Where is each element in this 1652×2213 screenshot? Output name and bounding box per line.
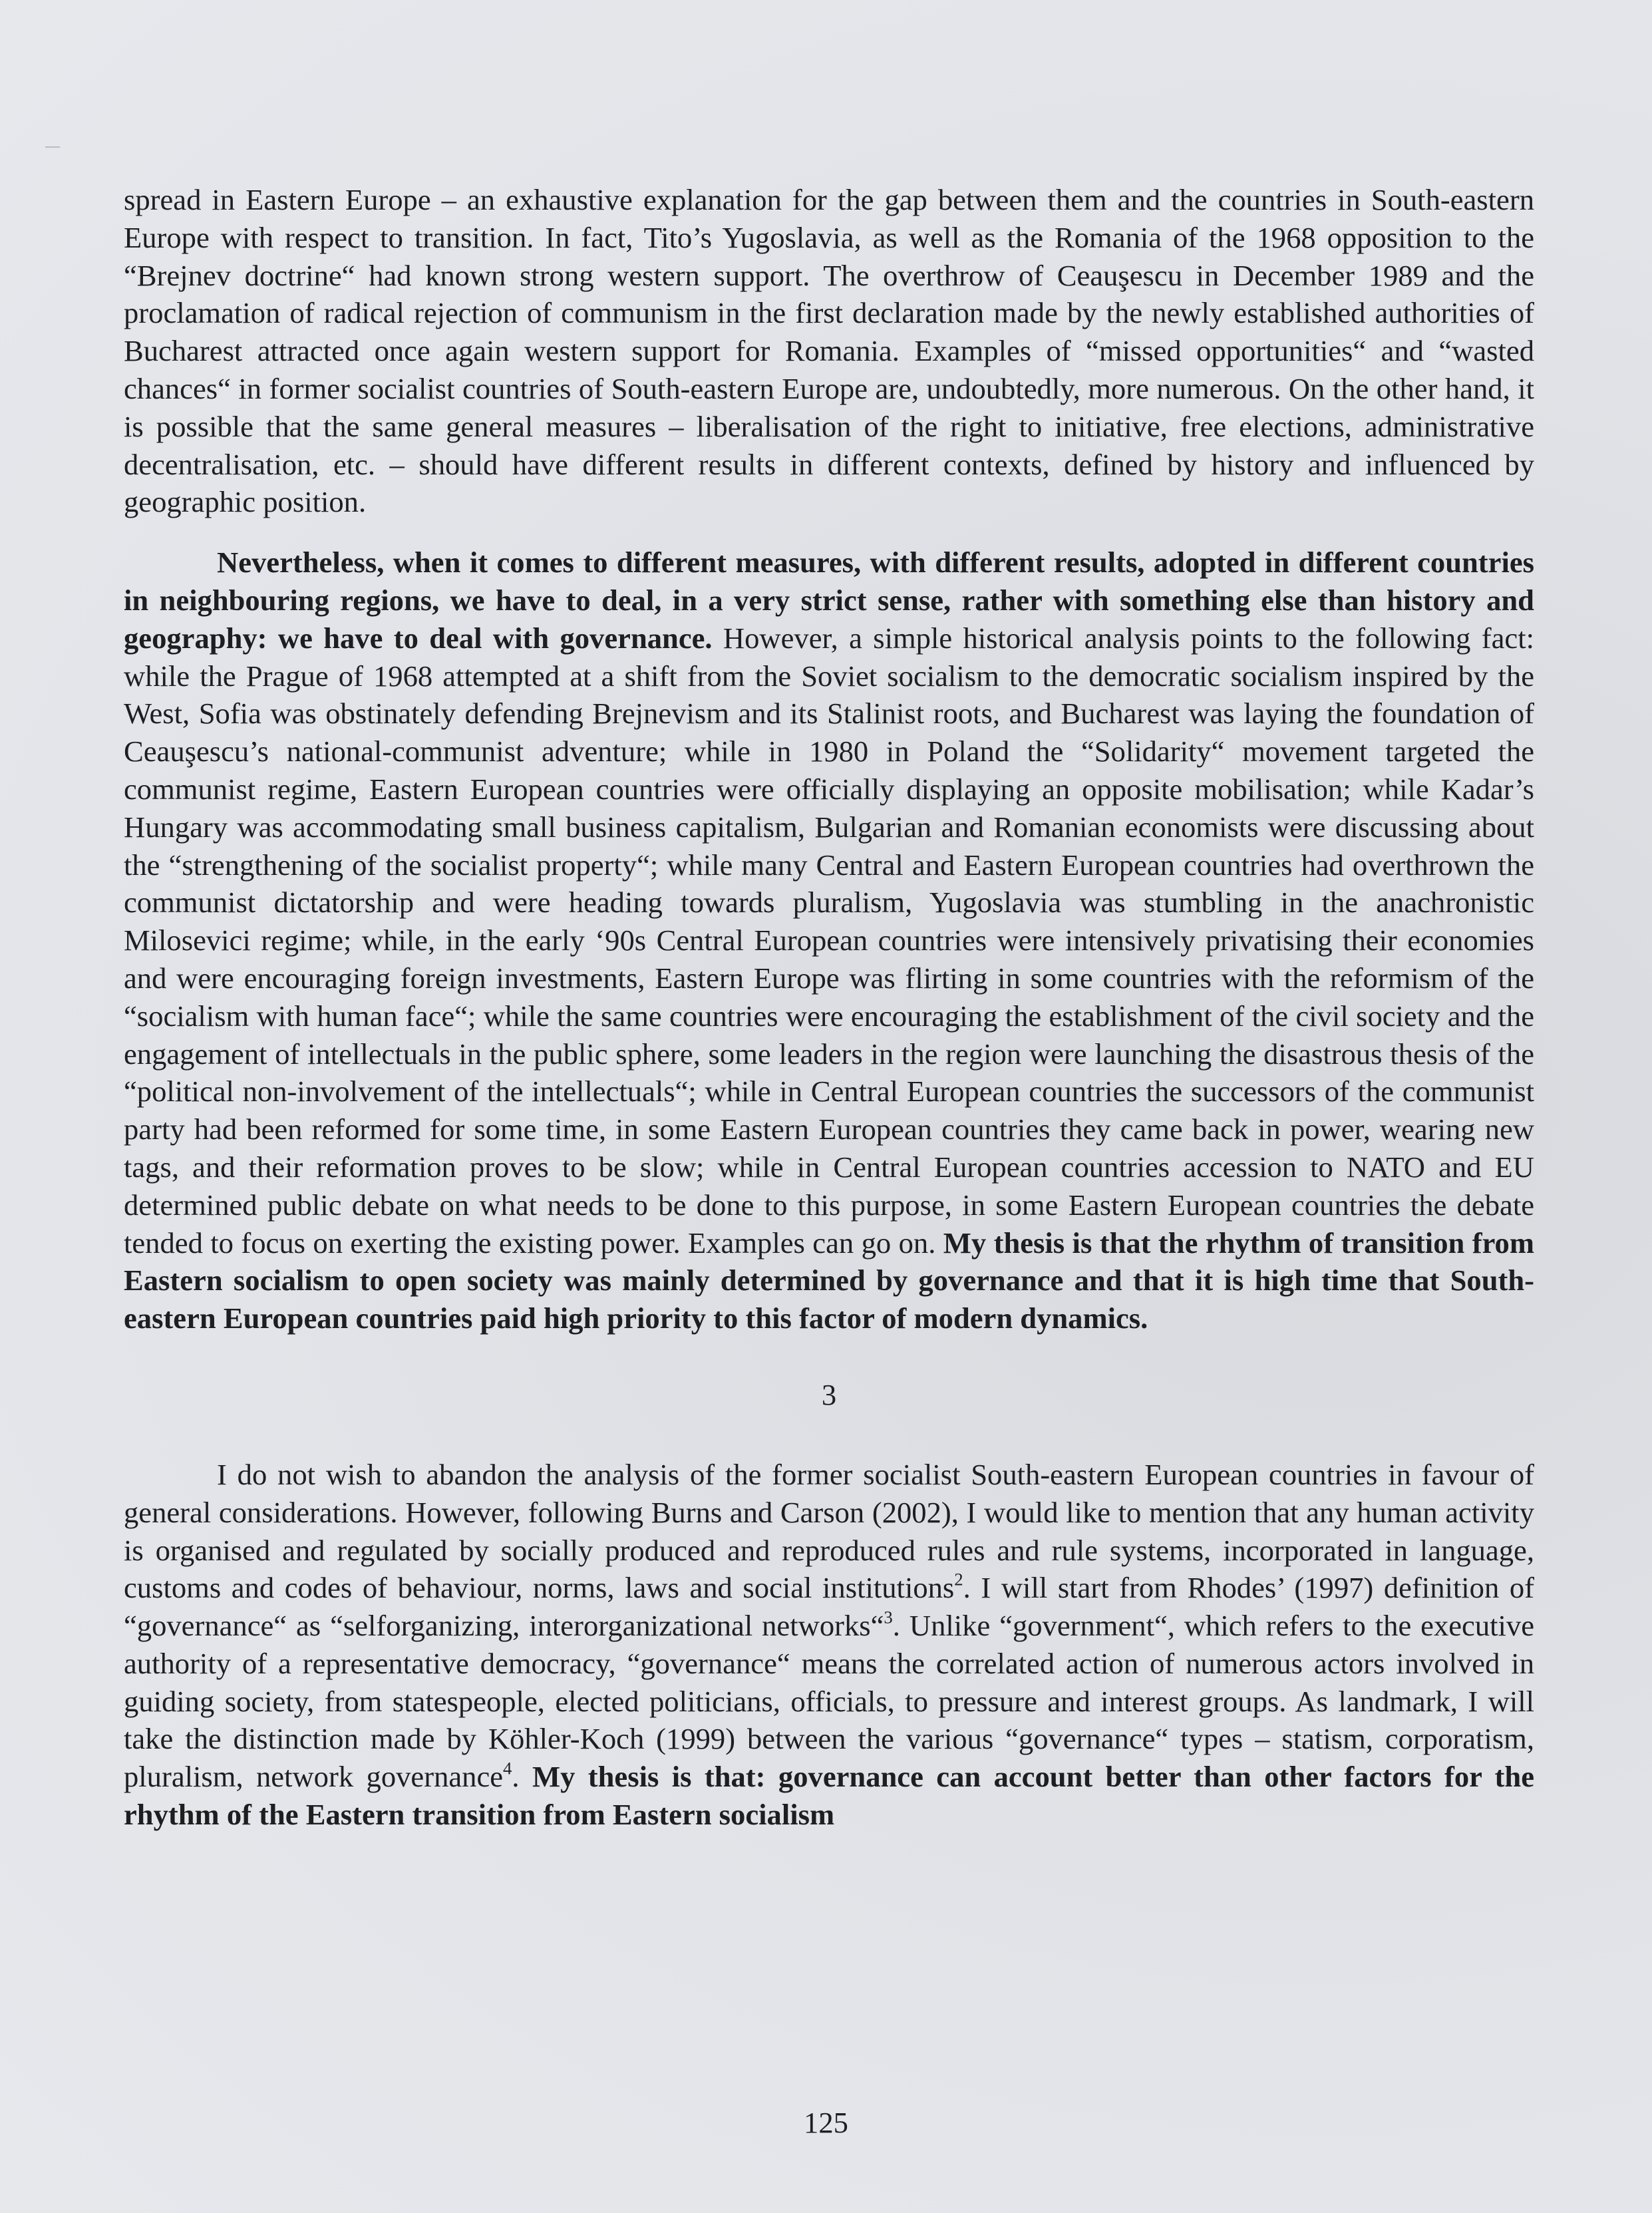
document-body — [124, 181, 1534, 1834]
paragraph-3 — [124, 1456, 1534, 1834]
paragraph-3-text-b: . I will start from Rhodes’ (1997) definition of “governance“ as “selforganizing, interorganizational networks“ — [124, 1571, 1534, 1643]
paragraph-3-text-a: I do not wish to abandon the analysis of the former socialist South-eastern European countries in favour of general considerations. However, following Burns and Carson (2002), I would like to mention that any human activity is organised and regulated by socially produced and reproduced rules and rule systems, incorporated in language, customs and codes of behaviour, norms, laws and social institutions — [124, 1457, 1534, 1605]
scan-artifact — [45, 146, 60, 148]
paragraph-1: spread in Eastern Europe – an exhaustive explanation for the gap between them and the countries in South-eastern Europe with respect to transition. In fact, Tito’s Yugoslavia, as well as the Romania of the 1968 opposition to the “Brejnev doctrine“ had known strong western support. The overthrow of Ceauşescu in December 1989 and the proclamation of radical rejection of communism in the first declaration made by the newly established authorities of Bucharest attracted once again western support for Romania. Examples of “missed opportunities“ and “wasted chances“ in former socialist countries of South-eastern Europe are, undoubtedly, more numerous. On the other hand, it is possible that the same general measures – liberalisation of the right to initiative, free elections, administrative decentralisation, etc. – should have different results in different contexts, defined by history and influenced by geographic position. — [124, 183, 1534, 519]
footnote-ref-3: 3 — [884, 1607, 893, 1627]
paragraph-2 — [124, 544, 1534, 1337]
paragraph-3-text-d: . — [512, 1760, 532, 1794]
footnote-ref-2: 2 — [954, 1569, 963, 1590]
paragraph-3-thesis: My thesis is that: governance can account better than other factors for the rhythm of the Eastern transition from Eastern socialism — [124, 1760, 1535, 1832]
paragraph-2-bold-lead: Nevertheless, when it comes to different measures, with different results, adopted in different countries in neighbouring regions, we have to deal, in a very strict sense, rather with something else than history and geography: we have to deal with governance. — [124, 546, 1534, 655]
section-number: 3 — [821, 1377, 837, 1411]
paragraph-3-text-c: . Unlike “government“, which refers to the executive authority of a representative democracy, “governance“ means the correlated action of numerous actors involved in guiding society, from statespeople, elected politicians, officials, to pressure and interest groups. As landmark, I will take the distinction made by Köhler-Koch (1999) between the various “governance“ types – statism, corporatism, pluralism, network governance — [124, 1609, 1535, 1794]
page-number: 125 — [804, 2106, 848, 2139]
paragraph-2-text: However, a simple historical analysis points to the following fact: while the Prague of 1968 attempted at a shift from the Soviet socialism to the democratic socialism inspired by the West, Sofia was obstinately defending Brejnevism and its Stalinist roots, and Bucharest was laying the foundation of Ceauşescu’s national-communist adventure; while in 1980 in Poland the “Solidarity“ movement targeted the communist regime, Eastern European countries were officially displaying an opposite mobilisation; while Kadar’s Hungary was accommodating small business capitalism, Bulgarian and Romanian economists were discussing about the “strengthening of the socialist property“; while many Central and Eastern European countries had overthrown the communist dictatorship and were heading towards pluralism, Yugoslavia was stumbling in the anachronistic Milosevici regime; while, in the early ‘90s Central European countries were intensively privatising their economies and were encouraging foreign investments, Eastern Europe was flirting in some countries with the reformism of the “socialism with human face“; while the same countries were encouraging the establishment of the civil society and the engagement of intellectuals in the public sphere, some leaders in the region were launching the disastrous thesis of the “political non-involvement of the intellectuals“; while in Central European countries the successors of the communist party had been reformed for some time, in some Eastern European countries they came back in power, wearing new tags, and their reformation proves to be slow; while in Central European countries accession to NATO and EU determined public debate on what needs to be done to this purpose, in some Eastern European countries the debate tended to focus on exerting the existing power. Examples can go on. — [124, 621, 1534, 1260]
footnote-ref-4: 4 — [503, 1758, 512, 1779]
paragraph-2-thesis: My thesis is that the rhythm of transition from Eastern socialism to open society was mainly determined by governance and that it is high time that South-eastern European countries paid high priority to this factor of modern dynamics. — [124, 1226, 1534, 1335]
